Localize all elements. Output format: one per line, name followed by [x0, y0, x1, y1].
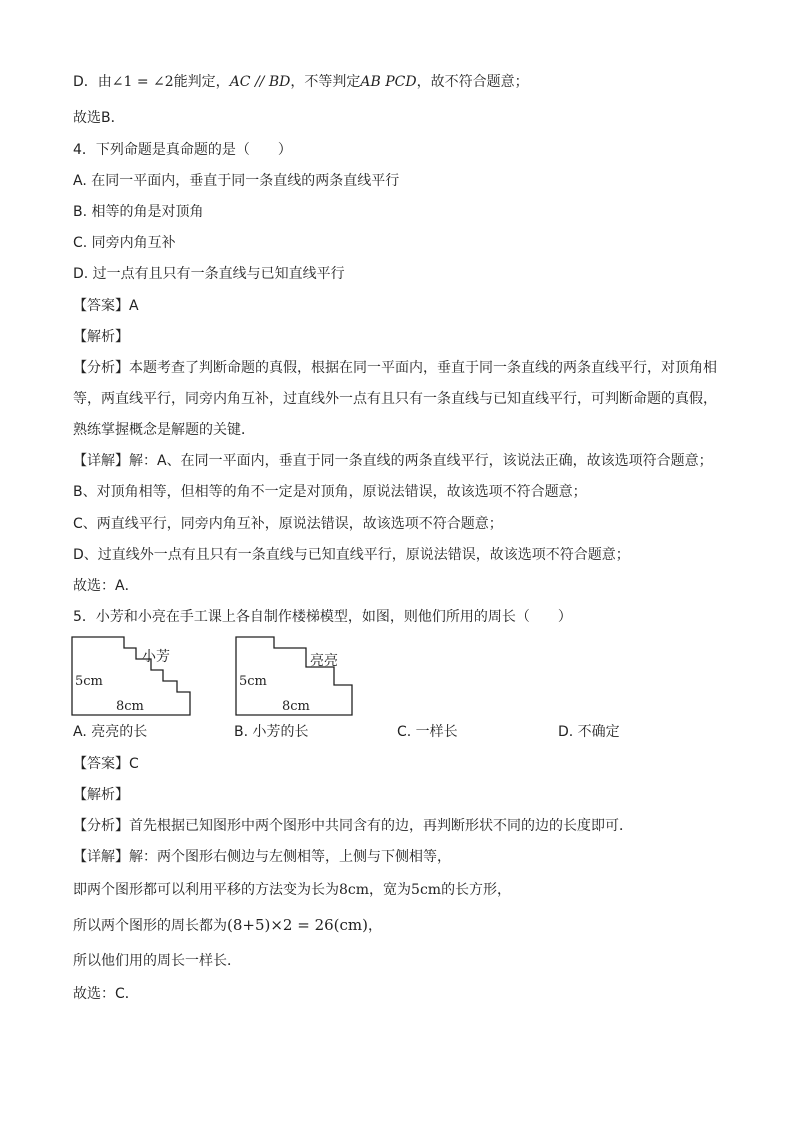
text: 所以两个图形的周长都为: [73, 918, 227, 934]
parallel-expression: AC // BD: [229, 74, 291, 90]
question-4-option-b: B. 相等的角是对顶角: [73, 204, 204, 220]
text: ，宽为: [369, 882, 412, 898]
text: ，不等判定: [290, 74, 361, 90]
detail-5-line-5: 故选：C．: [73, 986, 139, 1002]
choice-line: 故选B．: [73, 110, 125, 126]
text: 的长方形，: [441, 882, 512, 898]
detail-4-line-5: 故选：A．: [73, 578, 139, 594]
question-5-option-c: C. 一样长: [397, 724, 458, 740]
text: D．由: [73, 74, 112, 90]
length-value: 8cm: [339, 882, 370, 898]
figure-name-label: 小芳: [142, 649, 170, 665]
answer-4: 【答案】A: [73, 298, 139, 314]
detail-4-line-2: B、对顶角相等，但相等的角不一定是对顶角，原说法错误，故该选项不符合题意；: [73, 484, 587, 500]
detail-5-line-2: [73, 880, 511, 900]
width-value: 5cm: [411, 882, 442, 898]
detail-4-line-1: 【详解】解：A、在同一平面内，垂直于同一条直线的两条直线平行，该说法正确，故该选项符合题意；: [73, 453, 713, 469]
analysis-5-line: 【分析】首先根据已知图形中两个图形中共同含有的边，再判断形状不同的边的长度即可．: [73, 818, 633, 834]
detail-5-line-3: [73, 915, 382, 936]
question-5-option-b: B. 小芳的长: [234, 724, 309, 740]
text: 能判定，: [173, 74, 230, 90]
parallel-expression-2: AB PCD: [360, 74, 417, 90]
text: ，故不符合题意；: [416, 74, 529, 90]
analysis-4-heading: 【解析】: [73, 329, 129, 345]
detail-4-line-4: D、过直线外一点有且只有一条直线与已知直线平行，原说法错误，故该选项不符合题意；: [73, 547, 630, 563]
height-label: 5cm: [75, 674, 103, 689]
question-5-option-d: D. 不确定: [558, 724, 620, 740]
detail-5-line-4: 所以他们用的周长一样长．: [73, 953, 241, 969]
question-4: 4．下列命题是真命题的是（ ）: [73, 142, 292, 158]
analysis-4-line-1: 【分析】本题考查了判断命题的真假，根据在同一平面内，垂直于同一条直线的两条直线平行，对顶角相: [73, 360, 717, 376]
staircase-figure-liangliang: [234, 635, 359, 717]
text: ，: [368, 918, 382, 934]
staircase-figure-xiaofang: [70, 635, 195, 717]
question-4-option-a: A. 在同一平面内，垂直于同一条直线的两条直线平行: [73, 173, 400, 189]
option-d-explanation: [73, 72, 529, 92]
width-label: 8cm: [282, 699, 310, 714]
question-4-option-d: D. 过一点有且只有一条直线与已知直线平行: [73, 266, 345, 282]
answer-5: 【答案】C: [73, 756, 139, 772]
angle-equation: ∠1 = ∠2: [111, 74, 174, 90]
analysis-5-heading: 【解析】: [73, 787, 129, 803]
question-4-option-c: C. 同旁内角互补: [73, 235, 176, 251]
analysis-4-line-2: 等，两直线平行，同旁内角互补，过直线外一点有且只有一条直线与已知直线平行，可判断命题的真假，: [73, 391, 717, 407]
detail-5-line-1: 【详解】解：两个图形右侧边与左侧相等，上侧与下侧相等，: [73, 849, 451, 865]
analysis-4-line-3: 熟练掌握概念是解题的关键．: [73, 422, 255, 438]
height-label: 5cm: [239, 674, 267, 689]
width-label: 8cm: [116, 699, 144, 714]
perimeter-equation: (8+5)×2 = 26(cm): [227, 916, 368, 934]
question-5: 5．小芳和小亮在手工课上各自制作楼梯模型，如图，则他们所用的周长（ ）: [73, 609, 572, 625]
text: 即两个图形都可以利用平移的方法变为长为: [73, 882, 339, 898]
detail-4-line-3: C、两直线平行，同旁内角互补，原说法错误，故该选项不符合题意；: [73, 516, 503, 532]
question-5-option-a: A. 亮亮的长: [73, 724, 148, 740]
figure-name-label: 亮亮: [310, 653, 338, 669]
